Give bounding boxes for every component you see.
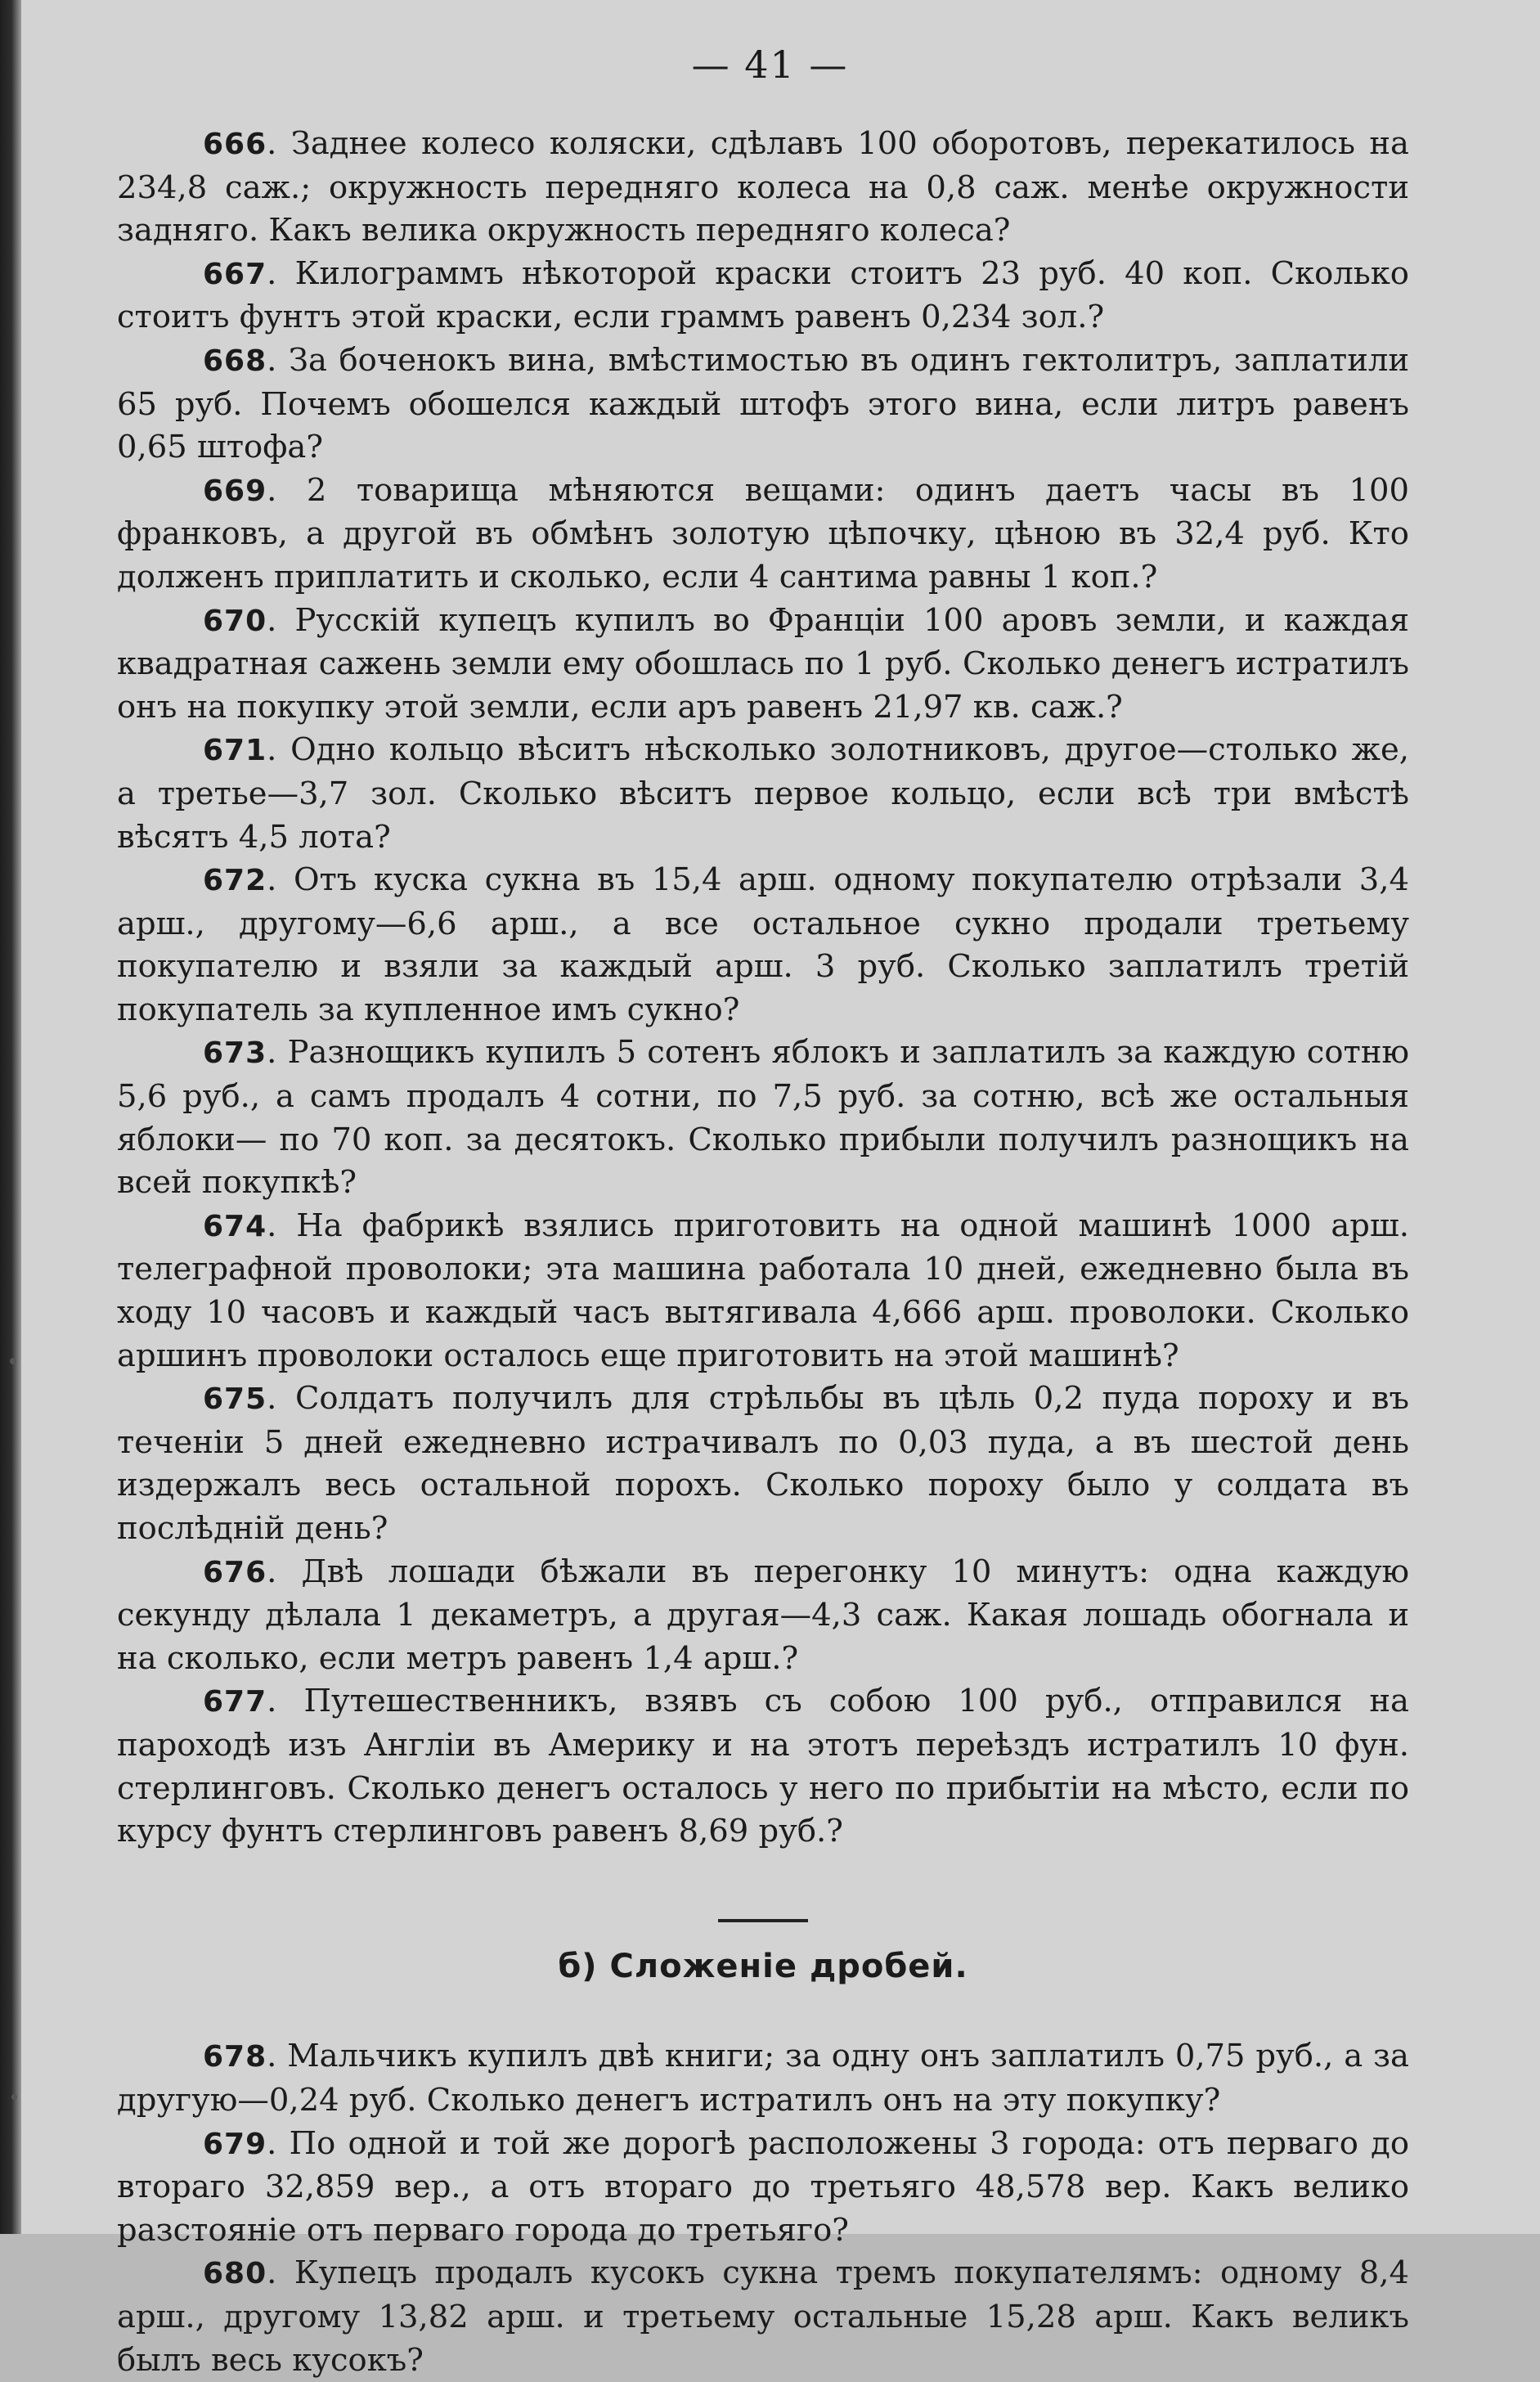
- problem-666: 666. Заднее колесо коляски, сдѣлавъ 100 оборотовъ, перекатилось на 234,8 саж.; окружность передняго колеса на 0,8 саж. менѣе окружности задняго. Какъ велика окружность передняго колеса?: [117, 125, 1409, 249]
- problem-text: Разнощикъ купилъ 5 сотенъ яблокъ и заплатилъ за каждую сотню 5,6 руб., а самъ продалъ 4 сотни, по 7,5 руб. за сотню, всѣ же остальныя яблоки— по 70 коп. за десятокъ. Сколько прибыли получилъ разнощикъ на всей покупкѣ?: [117, 1034, 1410, 1202]
- problem-671: 671. Одно кольцо вѣситъ нѣсколько золотниковъ, другое—столько же, а третье—3,7 зол. Сколько вѣситъ первое кольцо, если всѣ три вмѣстѣ вѣсятъ 4,5 лота?: [117, 731, 1409, 856]
- problem-text: Килограммъ нѣкоторой краски стоитъ 23 руб. 40 коп. Сколько стоитъ фунтъ этой краски, если граммъ равенъ 0,234 зол.?: [117, 254, 1409, 336]
- problem-number: 671: [203, 734, 267, 768]
- section-divider: [718, 1919, 808, 1922]
- problem-667: 667. Килограммъ нѣкоторой краски стоитъ 23 руб. 40 коп. Сколько стоитъ фунтъ этой краски, если граммъ равенъ 0,234 зол.?: [117, 254, 1409, 336]
- problem-number: 669: [203, 474, 267, 508]
- ink-speck: [11, 2094, 17, 2100]
- page-binding-shadow: [0, 0, 21, 2234]
- problem-677: 677. Путешественникъ, взявъ съ собою 100 руб., отправился на пароходѣ изъ Англіи въ Америку и на этотъ переѣздъ истратилъ 10 фун. стерлинговъ. Сколько денегъ осталось у него по прибытіи на мѣсто, если по курсу фунтъ стерлинговъ равенъ 8,69 руб.?: [117, 1683, 1410, 1850]
- problem-text: Русскій купецъ купилъ во Франціи 100 аровъ земли, и каждая квадратная сажень земли ему обошлась по 1 руб. Сколько денегъ истратилъ онъ на покупку этой земли, если аръ равенъ 21,97 кв. саж.?: [117, 601, 1409, 726]
- problem-number: 666: [203, 128, 267, 161]
- problem-text: Путешественникъ, взявъ съ собою 100 руб., отправился на пароходѣ изъ Англіи въ Америку и на этотъ переѣздъ истратилъ 10 фун. стерлинговъ. Сколько денегъ осталось у него по прибытіи на мѣсто, если по курсу фунтъ стерлинговъ равенъ 8,69 руб.?: [117, 1683, 1410, 1850]
- section-title: б) Сложеніе дробей.: [558, 1947, 968, 1985]
- problem-672: 672. Отъ куска сукна въ 15,4 арш. одному покупателю отрѣзали 3,4 арш., другому—6,6 арш., а все остальное сукно продали третьему покупателю и взяли за каждый арш. 3 руб. Сколько заплатилъ третій покупатель за купленное имъ сукно?: [117, 861, 1409, 1028]
- problem-679: 679. По одной и той же дорогѣ расположены 3 города: отъ перваго до втораго 32,859 вер., а отъ втораго до третьяго 48,578 вер. Какъ велико разстояніе отъ перваго города до третьяго?: [117, 2124, 1409, 2249]
- problem-text: Заднее колесо коляски, сдѣлавъ 100 оборотовъ, перекатилось на 234,8 саж.; окружность передняго колеса на 0,8 саж. менѣе окружности задняго. Какъ велика окружность передняго колеса?: [117, 125, 1409, 249]
- problem-676: 676. Двѣ лошади бѣжали въ перегонку 10 минутъ: одна каждую секунду дѣлала 1 декаметръ, а другая—4,3 саж. Какая лошадь обогнала и на сколько, если метръ равенъ 1,4 арш.?: [117, 1553, 1409, 1677]
- problem-text: По одной и той же дорогѣ расположены 3 города: отъ перваго до втораго 32,859 вер., а отъ втораго до третьяго 48,578 вер. Какъ велико разстояніе отъ перваго города до третьяго?: [117, 2124, 1409, 2249]
- problem-675: 675. Солдатъ получилъ для стрѣльбы въ цѣль 0,2 пуда пороху и въ теченіи 5 дней ежедневно истрачивалъ по 0,03 пуда, а въ шестой день издержалъ весь остальной порохъ. Сколько пороху было у солдата въ послѣдній день?: [117, 1380, 1409, 1547]
- problem-number: 672: [203, 864, 267, 898]
- problem-text: 2 товарища мѣняются вещами: одинъ даетъ часы въ 100 франковъ, а другой въ обмѣнъ золотую цѣпочку, цѣною въ 32,4 руб. Кто долженъ приплатить и сколько, если 4 сантима равны 1 коп.?: [117, 471, 1409, 596]
- problem-text: Купецъ продалъ кусокъ сукна тремъ покупателямъ: одному 8,4 арш., другому 13,82 арш. и третьему остальные 15,28 арш. Какъ великъ былъ весь кусокъ?: [117, 2254, 1409, 2379]
- problem-number: 679: [203, 2127, 267, 2161]
- problem-number: 667: [203, 257, 267, 291]
- problem-668: 668. За боченокъ вина, вмѣстимостью въ одинъ гектолитръ, заплатили 65 руб. Почемъ обошелся каждый штофъ этого вина, если литръ равенъ 0,65 штофа?: [117, 341, 1409, 466]
- ink-speck: [10, 1358, 16, 1364]
- problem-680: 680. Купецъ продалъ кусокъ сукна тремъ покупателямъ: одному 8,4 арш., другому 13,82 арш. и третьему остальные 15,28 арш. Какъ великъ былъ весь кусокъ?: [117, 2254, 1409, 2379]
- problem-text: Отъ куска сукна въ 15,4 арш. одному покупателю отрѣзали 3,4 арш., другому—6,6 арш., а все остальное сукно продали третьему покупателю и взяли за каждый арш. 3 руб. Сколько заплатилъ третій покупатель за купленное имъ сукно?: [117, 861, 1409, 1028]
- problem-list-fraction-addition: [117, 2035, 1409, 2382]
- problem-text: Солдатъ получилъ для стрѣльбы въ цѣль 0,2 пуда пороху и въ теченіи 5 дней ежедневно истрачивалъ по 0,03 пуда, а въ шестой день издержалъ весь остальной порохъ. Сколько пороху было у солдата въ послѣдній день?: [117, 1380, 1409, 1547]
- problem-674: 674. На фабрикѣ взялись приготовить на одной машинѣ 1000 арш. телеграфной проволоки; эта машина работала 10 дней, ежедневно была въ ходу 10 часовъ и каждый часъ вытягивала 4,666 арш. проволоки. Сколько аршинъ проволоки осталось еще приготовить на этой машинѣ?: [117, 1207, 1409, 1374]
- problem-number: 678: [203, 2040, 267, 2074]
- problem-number: 680: [203, 2257, 267, 2291]
- page-body: [117, 123, 1409, 2382]
- problem-text: Двѣ лошади бѣжали въ перегонку 10 минутъ: одна каждую секунду дѣлала 1 декаметръ, а другая—4,3 саж. Какая лошадь обогнала и на сколько, если метръ равенъ 1,4 арш.?: [117, 1553, 1409, 1677]
- problem-number: 673: [203, 1036, 267, 1071]
- problem-number: 675: [203, 1382, 267, 1417]
- problem-673: 673. Разнощикъ купилъ 5 сотенъ яблокъ и заплатилъ за каждую сотню 5,6 руб., а самъ продалъ 4 сотни, по 7,5 руб. за сотню, всѣ же остальныя яблоки— по 70 коп. за десятокъ. Сколько прибыли получилъ разнощикъ на всей покупкѣ?: [117, 1034, 1410, 1202]
- problem-number: 668: [203, 344, 267, 378]
- problem-670: 670. Русскій купецъ купилъ во Франціи 100 аровъ земли, и каждая квадратная сажень земли ему обошлась по 1 руб. Сколько денегъ истратилъ онъ на покупку этой земли, если аръ равенъ 21,97 кв. саж.?: [117, 601, 1409, 726]
- problem-text: Одно кольцо вѣситъ нѣсколько золотниковъ, другое—столько же, а третье—3,7 зол. Сколько вѣситъ первое кольцо, если всѣ три вмѣстѣ вѣсятъ 4,5 лота?: [117, 731, 1409, 856]
- problem-number: 677: [203, 1685, 267, 1719]
- problem-text: Мальчикъ купилъ двѣ книги; за одну онъ заплатилъ 0,75 руб., а за другую—0,24 руб. Сколько денегъ истратилъ онъ на эту покупку?: [117, 2038, 1409, 2119]
- problem-number: 676: [203, 1555, 267, 1589]
- problem-number: 674: [203, 1209, 267, 1243]
- problem-text: На фабрикѣ взялись приготовить на одной машинѣ 1000 арш. телеграфной проволоки; эта машина работала 10 дней, ежедневно была въ ходу 10 часовъ и каждый часъ вытягивала 4,666 арш. проволоки. Сколько аршинъ проволоки осталось еще приготовить на этой машинѣ?: [117, 1207, 1409, 1374]
- problem-669: 669. 2 товарища мѣняются вещами: одинъ даетъ часы въ 100 франковъ, а другой въ обмѣнъ золотую цѣпочку, цѣною въ 32,4 руб. Кто долженъ приплатить и сколько, если 4 сантима равны 1 коп.?: [117, 471, 1409, 596]
- problem-678: 678. Мальчикъ купилъ двѣ книги; за одну онъ заплатилъ 0,75 руб., а за другую—0,24 руб. Сколько денегъ истратилъ онъ на эту покупку?: [117, 2038, 1409, 2119]
- problem-text: За боченокъ вина, вмѣстимостью въ одинъ гектолитръ, заплатили 65 руб. Почемъ обошелся каждый штофъ этого вина, если литръ равенъ 0,65 штофа?: [117, 341, 1409, 466]
- problem-number: 670: [203, 604, 267, 638]
- problem-list-decimals: [117, 123, 1409, 1854]
- page-number: — 41 —: [691, 43, 849, 87]
